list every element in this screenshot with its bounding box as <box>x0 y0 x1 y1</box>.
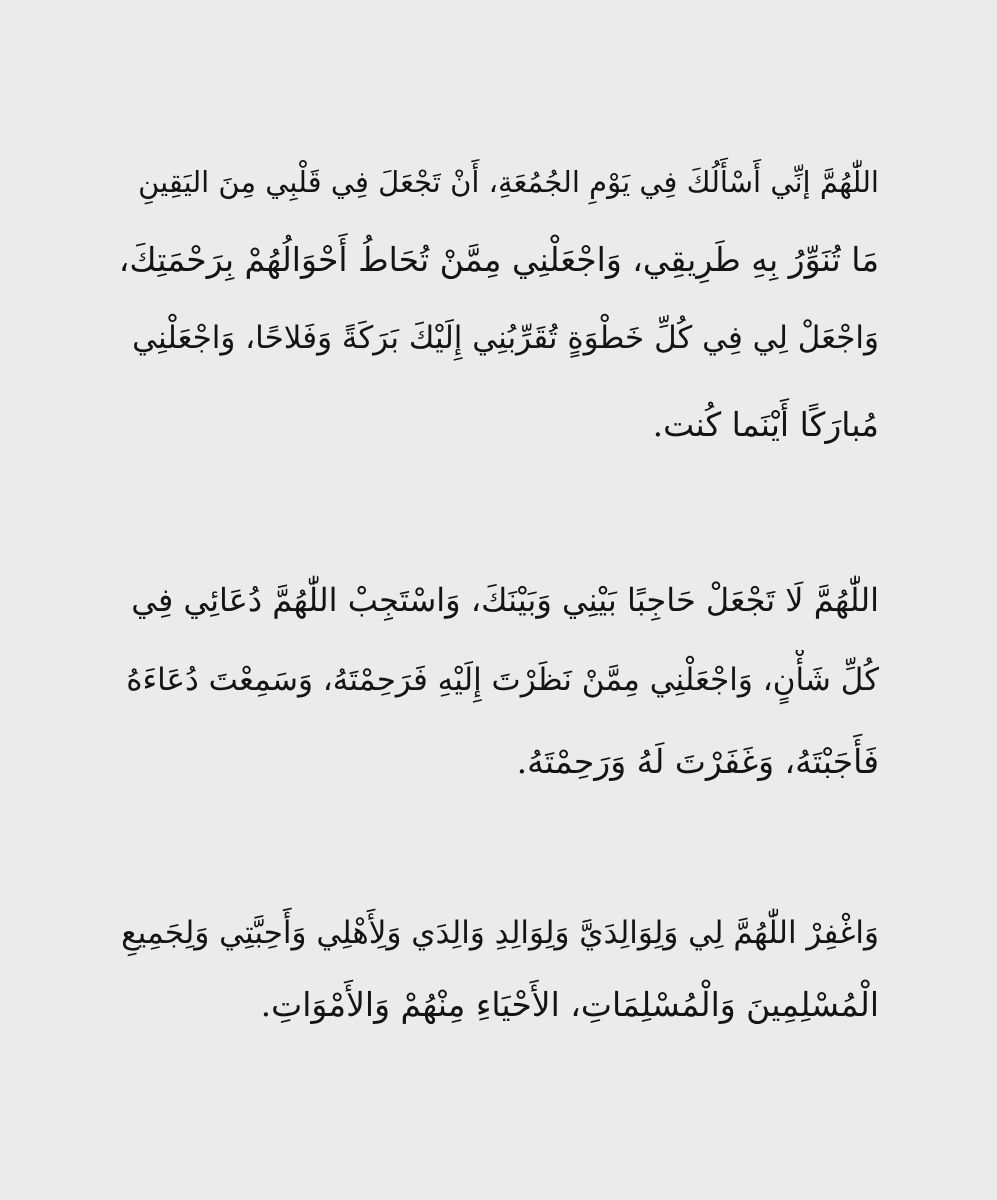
paragraph-1-line-2: مَا تُنَوِّرُ بِهِ طَرِيقِي، وَاجْعَلْنِي مِمَّنْ تُحَاطُ أَحْوَالُهُمْ بِرَحْمَتِكَ، <box>119 240 879 279</box>
paragraph-2-line-2: كُلِّ شَأْنٍ، وَاجْعَلْنِي مِمَّنْ نَظَرْتَ إِلَيْهِ فَرَحِمْتَهُ، وَسَمِعْتَ دُعَاءَهُ <box>126 662 879 698</box>
paragraph-1-line-1: اللّٰهُمَّ إنِّي أَسْأَلُكَ فِي يَوْمِ الجُمُعَةِ، أَنْ تَجْعَلَ فِي قَلْبِي مِنَ اليَقِينِ <box>138 165 879 199</box>
paragraph-1-line-4: مُبارَكًا أَيْنَما كُنت. <box>652 405 879 444</box>
paragraph-3-line-2: الْمُسْلِمِينَ وَالْمُسْلِمَاتِ، الأَحْيَاءِ مِنْهُمْ وَالأَمْوَاتِ. <box>260 985 879 1024</box>
paragraph-2-line-1: اللّٰهُمَّ لَا تَجْعَلْ حَاجِبًا بَيْنِي وَبَيْنَكَ، وَاسْتَجِبْ اللّٰهُمَّ دُعَائِي فِي <box>131 581 879 619</box>
paragraph-1-line-3: وَاجْعَلْ لِي فِي كُلِّ خَطْوَةٍ تُقَرِّبُنِي إِلَيْكَ بَرَكَةً وَفَلاحًا، وَاجْعَلْنِي <box>132 320 879 356</box>
paragraph-3-line-1: وَاغْفِرْ اللّٰهُمَّ لِي وَلِوَالِدَيَّ وَلِوَالِدِ وَالِدَي وَلِأَهْلِي وَأَحِبَّتِي وَلِجَمِيعِ <box>121 915 879 951</box>
paragraph-2-line-3: فَأَجَبْتَهُ، وَغَفَرْتَ لَهُ وَرَحِمْتَهُ. <box>516 742 879 781</box>
